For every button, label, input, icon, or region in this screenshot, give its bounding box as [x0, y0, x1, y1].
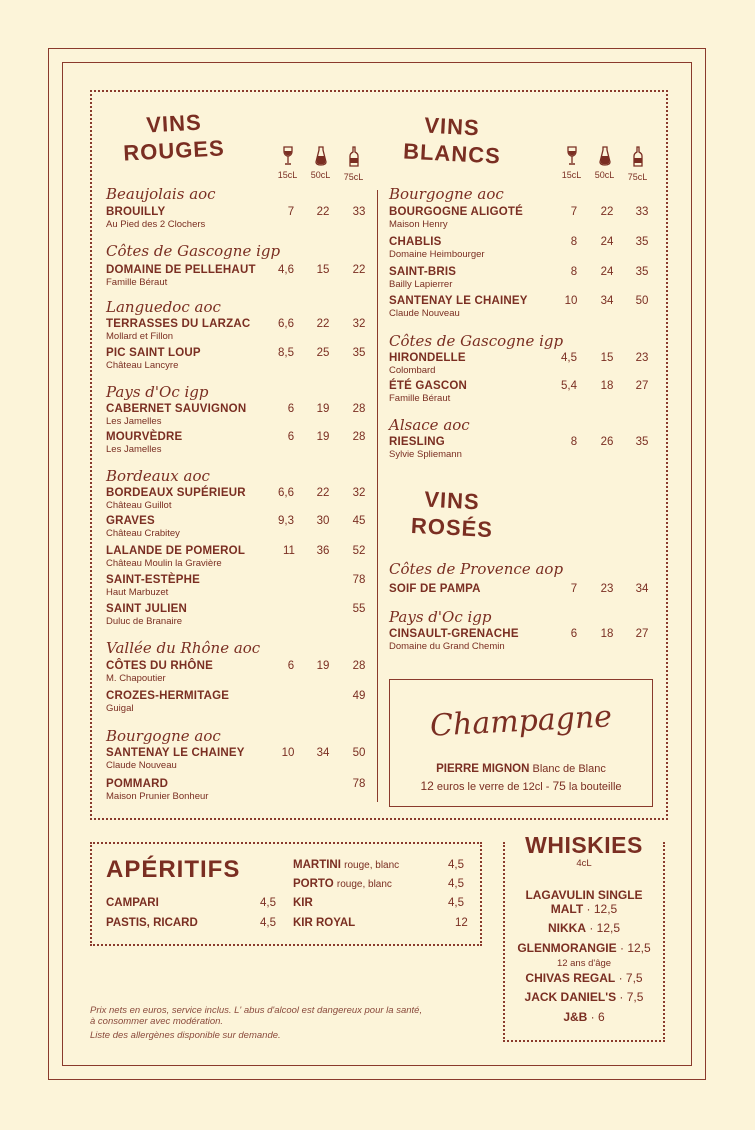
aperitif-item [293, 897, 313, 909]
whisky-item [503, 921, 665, 935]
whisky-price: · 6 [590, 1010, 605, 1024]
price-15cl: 10 [281, 747, 295, 759]
wine-name: SAINT-BRIS [389, 266, 457, 278]
whisky-item [503, 941, 665, 971]
price-75cl: 50 [635, 295, 649, 307]
wine-producer: Château Crabitey [106, 528, 180, 539]
wine-name: RIESLING [389, 436, 445, 448]
price-15cl: 7 [287, 206, 295, 218]
wine-name: ÉTÉ GASCON [389, 380, 468, 392]
price-15cl: 11 [283, 545, 295, 557]
price-75cl: 27 [635, 380, 649, 392]
price-50cl: 23 [600, 583, 614, 595]
price-75cl: 22 [352, 264, 366, 276]
wine-item [106, 515, 180, 539]
price-15cl: 6 [287, 403, 295, 415]
whisky-name: CHIVAS REGAL [525, 971, 616, 985]
wine-name: PIC SAINT LOUP [106, 347, 201, 359]
size-15cl [271, 146, 304, 182]
whisky-note: 12 ans d'âge [556, 958, 612, 969]
price-75cl: 52 [352, 545, 366, 557]
wine-name: GRAVES [106, 515, 155, 527]
whisky-item [503, 971, 665, 985]
wine-item [389, 206, 523, 230]
wine-producer: Château Moulin la Gravière [106, 558, 222, 569]
region-label: Pays d'Oc igp [389, 608, 492, 626]
price-75cl: 32 [352, 487, 366, 499]
wine-producer: Colombard [389, 365, 436, 376]
footnote-allergens: Liste des allergènes disponible sur demande. [90, 1030, 281, 1041]
wine-name: HIRONDELLE [389, 352, 466, 364]
price-75cl: 33 [352, 206, 366, 218]
bottle-price: 75 [552, 779, 566, 793]
price-15cl: 4,6 [278, 264, 294, 276]
aperitif-name: KIR ROYAL [293, 917, 356, 929]
price-75cl: 32 [352, 318, 366, 330]
price-15cl: 9,3 [278, 515, 294, 527]
price-50cl: 26 [600, 436, 614, 448]
whisky-item [503, 990, 665, 1004]
footnote-line2: à consommer avec modération. [90, 1016, 224, 1027]
aperitif-price: 4,5 [260, 917, 276, 929]
whiskies-title: WHISKIES [525, 832, 643, 858]
price-50cl: 22 [316, 487, 330, 499]
wine-item [389, 628, 519, 652]
wine-producer: Château Guillot [106, 500, 172, 511]
price-75cl: 49 [352, 690, 366, 702]
glass-price: 12 [420, 779, 434, 793]
price-15cl: 4,5 [561, 352, 577, 364]
wine-producer: Claude Nouveau [106, 760, 177, 771]
wine-producer: M. Chapoutier [106, 673, 166, 684]
wine-producer: Les Jamelles [106, 444, 162, 455]
size-15cl [555, 146, 588, 182]
price-75cl: 35 [352, 347, 366, 359]
price-50cl: 25 [316, 347, 330, 359]
size-50cl [304, 146, 337, 182]
region-label: Alsace aoc [389, 416, 470, 434]
region-label: Côtes de Provence aop [389, 560, 564, 578]
size-label: 50cL [310, 170, 331, 180]
price-50cl: 24 [600, 236, 614, 248]
price-75cl: 28 [352, 431, 366, 443]
price-50cl: 18 [600, 380, 614, 392]
wine-item [106, 778, 208, 802]
wine-item [106, 487, 246, 511]
champagne-wine [390, 763, 652, 775]
price-15cl: 6 [287, 431, 295, 443]
wine-producer: Domaine du Grand Chemin [389, 641, 505, 652]
wine-name: SAINT-ESTÈPHE [106, 574, 200, 586]
wine-item [389, 380, 467, 404]
region-label: Bourgogne aoc [389, 185, 504, 203]
price-75cl: 23 [635, 352, 649, 364]
size-label: 15cL [277, 170, 298, 180]
size-50cl [588, 146, 621, 182]
price-75cl: 33 [635, 206, 649, 218]
wine-producer: Les Jamelles [106, 416, 162, 427]
price-75cl: 78 [352, 778, 366, 790]
wine-name: BROUILLY [106, 206, 166, 218]
price-50cl: 22 [600, 206, 614, 218]
wine-item [106, 603, 187, 627]
wine-name: POMMARD [106, 778, 169, 790]
bottle-icon [349, 146, 359, 168]
footnote-line1: Prix nets en euros, service inclus. L' abus d'alcool est dangereux pour la santé, [90, 1005, 423, 1016]
size-label: 15cL [561, 170, 582, 180]
price-50cl: 22 [316, 318, 330, 330]
wine-producer: Claude Nouveau [389, 308, 460, 319]
wine-name: CROZES-HERMITAGE [106, 690, 230, 702]
wine-producer: Au Pied des 2 Clochers [106, 219, 206, 230]
price-50cl: 30 [316, 515, 330, 527]
column-divider [377, 190, 378, 802]
aperitif-name: MARTINI [293, 859, 341, 871]
aperitif-name: KIR [293, 897, 313, 909]
size-label: 50cL [594, 170, 615, 180]
aperitif-item [106, 897, 159, 909]
wine-item [106, 660, 213, 684]
wine-name: MOURVÈDRE [106, 431, 183, 443]
price-75cl: 27 [635, 628, 649, 640]
price-50cl: 36 [316, 545, 330, 557]
whisky-name: LAGAVULIN SINGLE [525, 888, 643, 902]
blancs-title [388, 113, 516, 167]
wine-producer: Château Lancyre [106, 360, 179, 371]
region-label: Côtes de Gascogne igp [389, 332, 564, 350]
region-label: Bourgogne aoc [106, 727, 221, 745]
price-75cl: 35 [635, 436, 649, 448]
aperitif-name: PASTIS, RICARD [106, 917, 198, 929]
wine-name: BOURGOGNE ALIGOTÉ [389, 206, 523, 218]
whiskies-unit: 4cL [576, 858, 592, 869]
wine-name: CABERNET SAUVIGNON [106, 403, 247, 415]
aperitif-price: 4,5 [448, 897, 464, 909]
price-50cl: 18 [600, 628, 614, 640]
wine-item [106, 347, 201, 371]
wine-producer: Bailly Lapierrer [389, 279, 453, 290]
whisky-price: · 12,5 [620, 941, 651, 955]
blancs-title-line1: VINS [423, 112, 481, 141]
price-15cl: 6 [287, 660, 295, 672]
rouges-title [110, 110, 238, 164]
wine-name: CHABLIS [389, 236, 442, 248]
region-label: Vallée du Rhône aoc [106, 639, 261, 657]
price-15cl: 8,5 [278, 347, 294, 359]
region-label: Pays d'Oc igp [106, 383, 209, 401]
size-75cl [621, 146, 654, 182]
whisky-name-2: MALT [550, 902, 584, 916]
champagne-desc: Blanc de Blanc [532, 763, 606, 775]
price-15cl: 5,4 [561, 380, 577, 392]
region-label: Bordeaux aoc [106, 467, 210, 485]
roses-title-line1: VINS [423, 486, 481, 515]
rouges-size-icons [271, 146, 370, 182]
wine-item [106, 545, 245, 569]
whisky-name: GLENMORANGIE [517, 941, 617, 955]
price-75cl: 28 [352, 660, 366, 672]
wine-producer: Haut Marbuzet [106, 587, 169, 598]
whisky-item [503, 1010, 665, 1024]
aperitif-desc: rouge, blanc [344, 860, 400, 871]
aperitif-price: 4,5 [448, 878, 464, 890]
blancs-title-line2: BLANCS [402, 138, 502, 169]
wine-item [389, 436, 462, 460]
price-75cl: 45 [352, 515, 366, 527]
price-15cl: 8 [570, 436, 578, 448]
wine-producer: Guigal [106, 703, 134, 714]
aperitif-desc: rouge, blanc [336, 879, 392, 890]
whisky-price: · 12,5 [586, 902, 618, 916]
footnote-legal [90, 1005, 480, 1027]
wine-item [106, 431, 182, 455]
wine-item [389, 583, 481, 596]
whisky-price: · 7,5 [618, 971, 643, 985]
carafe-icon [598, 146, 612, 166]
aperitif-item [293, 859, 399, 871]
aperitif-item [106, 917, 198, 929]
bottle-text: la bouteille [568, 781, 622, 793]
wine-producer: Sylvie Spliemann [389, 449, 462, 460]
wine-glass-icon [282, 146, 294, 166]
whisky-name: J&B [563, 1010, 588, 1024]
price-50cl: 22 [316, 206, 330, 218]
size-label: 75cL [627, 172, 648, 182]
champagne-title: Champagne [429, 699, 613, 744]
wine-name: CINSAULT-GRENACHE [389, 628, 519, 640]
price-15cl: 7 [570, 583, 578, 595]
aperitif-price: 4,5 [448, 859, 464, 871]
price-50cl: 34 [600, 295, 614, 307]
glass-text: euros le verre de 12cl - [436, 781, 550, 793]
price-75cl: 55 [352, 603, 366, 615]
aperitifs-title: APÉRITIFS [106, 856, 241, 883]
wine-item [106, 403, 246, 427]
price-15cl: 6,6 [278, 318, 294, 330]
price-50cl: 15 [316, 264, 330, 276]
wine-item [389, 236, 485, 260]
price-15cl: 8 [570, 266, 578, 278]
roses-title-line2: ROSÉS [410, 512, 494, 543]
aperitif-price: 12 [455, 917, 468, 929]
price-75cl: 35 [635, 236, 649, 248]
wine-item [106, 747, 245, 771]
champagne-box [389, 679, 653, 807]
wine-item [106, 206, 205, 230]
whisky-price: · 7,5 [619, 990, 644, 1004]
wine-name: SAINT JULIEN [106, 603, 187, 615]
region-label: Beaujolais aoc [106, 185, 216, 203]
price-75cl: 78 [352, 574, 366, 586]
wine-name: DOMAINE DE PELLEHAUT [106, 264, 256, 276]
aperitif-item [293, 878, 392, 890]
price-50cl: 19 [316, 431, 330, 443]
price-50cl: 34 [316, 747, 330, 759]
price-15cl: 6,6 [278, 487, 294, 499]
wine-name: SANTENAY LE CHAINEY [106, 747, 245, 759]
whisky-item [503, 888, 665, 916]
wine-name: BORDEAUX SUPÉRIEUR [106, 487, 246, 499]
wine-item [389, 352, 466, 376]
wine-producer: Maison Henry [389, 219, 448, 230]
price-75cl: 34 [635, 583, 649, 595]
price-50cl: 19 [316, 403, 330, 415]
blancs-size-icons [555, 146, 654, 182]
wine-item [106, 264, 256, 288]
aperitif-name: PORTO [293, 878, 334, 890]
champagne-name: PIERRE MIGNON [436, 763, 530, 775]
aperitif-name: CAMPARI [106, 897, 159, 909]
wine-item [106, 690, 229, 714]
price-50cl: 15 [600, 352, 614, 364]
region-label: Côtes de Gascogne igp [106, 242, 281, 260]
aperitif-item [293, 917, 355, 929]
aperitif-price: 4,5 [260, 897, 276, 909]
wine-producer: Domaine Heimbourger [389, 249, 485, 260]
wine-item [106, 318, 250, 342]
price-75cl: 35 [635, 266, 649, 278]
price-75cl: 28 [352, 403, 366, 415]
price-15cl: 7 [570, 206, 578, 218]
wine-name: SANTENAY LE CHAINEY [389, 295, 528, 307]
whisky-price: · 12,5 [589, 921, 621, 935]
wine-glass-icon [566, 146, 578, 166]
carafe-icon [314, 146, 328, 166]
wine-producer: Duluc de Branaire [106, 616, 183, 627]
size-75cl [337, 146, 370, 182]
wine-name: TERRASSES DU LARZAC [106, 318, 251, 330]
wine-item [389, 295, 528, 319]
rouges-title-line1: VINS [145, 109, 203, 138]
rouges-title-line2: ROUGES [122, 135, 226, 166]
price-15cl: 10 [564, 295, 578, 307]
wine-producer: Mollard et Fillon [106, 331, 174, 342]
price-50cl: 24 [600, 266, 614, 278]
roses-title [388, 487, 516, 541]
whisky-name: JACK DANIEL'S [524, 990, 617, 1004]
wine-name: SOIF DE PAMPA [389, 583, 481, 595]
wine-name: CÔTES DU RHÔNE [106, 660, 213, 672]
price-15cl: 8 [570, 236, 578, 248]
price-75cl: 50 [352, 747, 366, 759]
wine-item [106, 574, 200, 598]
whisky-name: NIKKA [547, 921, 586, 935]
price-15cl: 6 [570, 628, 578, 640]
wine-producer: Famille Béraut [106, 277, 168, 288]
region-label: Languedoc aoc [106, 298, 221, 316]
size-label: 75cL [343, 172, 364, 182]
price-50cl: 19 [316, 660, 330, 672]
champagne-prices [390, 779, 652, 793]
wine-item [389, 266, 456, 290]
bottle-icon [633, 146, 643, 168]
wine-producer: Maison Prunier Bonheur [106, 791, 209, 802]
wine-name: LALANDE DE POMEROL [106, 545, 246, 557]
wine-producer: Famille Béraut [389, 393, 451, 404]
